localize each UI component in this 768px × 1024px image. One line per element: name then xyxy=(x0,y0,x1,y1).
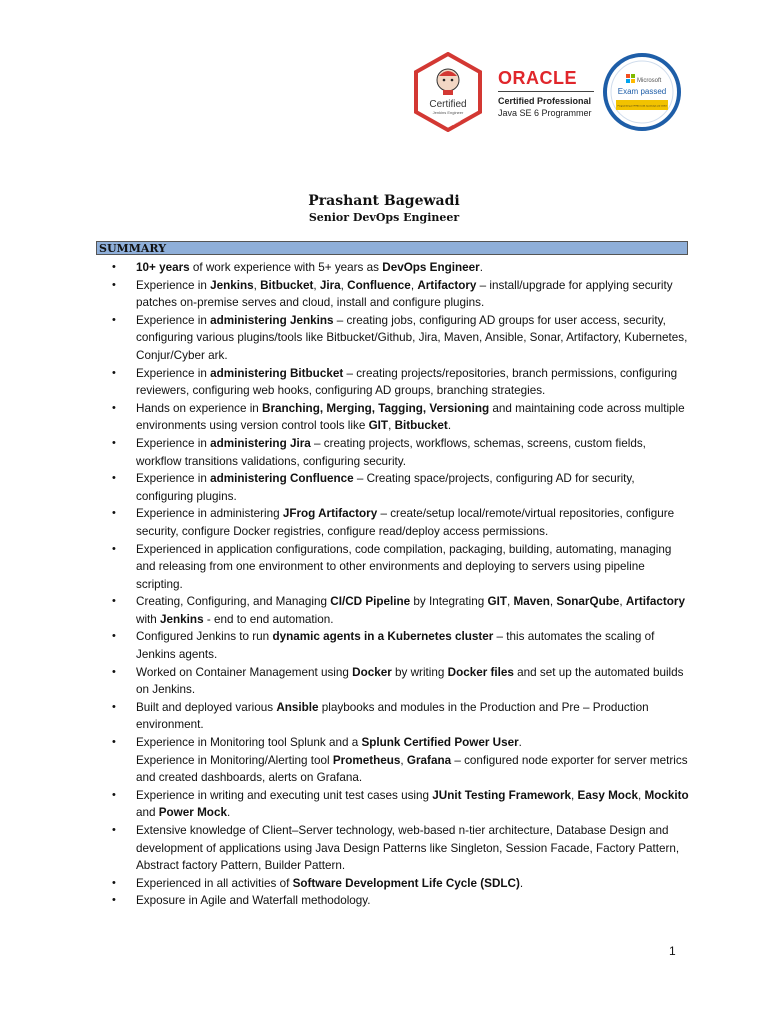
summary-text: Worked on Container Management using xyxy=(136,665,353,679)
summary-list xyxy=(108,259,693,910)
summary-bold-text: CI/CD Pipeline xyxy=(330,595,411,609)
summary-bold-text: Maven xyxy=(513,595,550,609)
summary-bold-text: administering Bitbucket xyxy=(210,366,344,380)
summary-text: Extensive knowledge of Client–Server technology, web-based n-tier architecture, Database Design and development of applications using Java Design Patterns like Singleton, Session Facade, Factory Pattern, Abstract factory Pattern, Builder Pattern. xyxy=(136,824,680,873)
microsoft-exam-status: Exam passed xyxy=(617,87,667,96)
summary-text: Experience in Monitoring tool Splunk and a xyxy=(136,736,362,750)
summary-bold-text: Prometheus xyxy=(332,753,401,767)
summary-item xyxy=(108,787,693,822)
summary-bold-text: administering Jira xyxy=(210,436,311,450)
candidate-title: Senior DevOps Engineer xyxy=(308,211,460,224)
summary-text: , xyxy=(637,788,645,802)
summary-text: – Creating space/projects, configuring AD for security, configuring plugins. xyxy=(136,472,635,503)
summary-bold-text: Artifactory xyxy=(625,595,685,609)
summary-text: Experience in xyxy=(136,278,211,292)
summary-text: . xyxy=(226,806,231,820)
summary-text: – creating jobs, configuring AD groups for user access, security, configuring various plugins/tools like Bitbucket/Github, Jira, Maven, Ansible, Sonar, Artifactory, Kubernetes, Conjur/Cyber ark. xyxy=(136,313,688,362)
summary-text: . xyxy=(447,419,452,433)
summary-text: Experience in Monitoring/Alerting tool xyxy=(136,753,333,767)
page-number: 1 xyxy=(669,944,676,958)
summary-item xyxy=(108,734,693,752)
summary-bold-text: administering Jenkins xyxy=(210,313,334,327)
summary-text: , xyxy=(549,595,557,609)
summary-text: – creating projects, workflows, schemas, screens, custom fields, workflow transitions validations, configuring security. xyxy=(136,436,646,468)
summary-text: , xyxy=(506,595,514,609)
summary-bold-text: DevOps Engineer xyxy=(382,261,480,274)
summary-heading: SUMMARY xyxy=(96,241,688,255)
summary-bold-text: Docker xyxy=(352,665,392,679)
summary-text: playbooks and modules in the Production and Pre – Production environment. xyxy=(136,700,649,732)
summary-text: Exposure in Agile and Waterfall methodology. xyxy=(136,894,371,908)
summary-text: Experience in administering xyxy=(136,507,283,521)
summary-text: Hands on experience in xyxy=(136,401,263,415)
summary-bold-text: Jenkins xyxy=(160,612,204,626)
oracle-certified-badge xyxy=(498,68,608,128)
jenkins-badge-label: Certified xyxy=(429,99,467,110)
summary-text: . xyxy=(519,876,524,890)
summary-item xyxy=(108,822,693,875)
summary-text: , xyxy=(313,278,320,292)
summary-item xyxy=(108,259,693,277)
microsoft-exam-badge xyxy=(602,52,682,132)
summary-bold-text: Branching, Merging, Tagging, Versioning xyxy=(262,401,490,415)
summary-text: Experience in xyxy=(136,436,211,450)
summary-text: Experienced in all activities of xyxy=(136,876,293,890)
summary-text: Configured Jenkins to run xyxy=(136,630,273,644)
oracle-cert-label: Certified Professional xyxy=(498,96,592,106)
summary-bold-text: administering Confluence xyxy=(210,472,354,486)
summary-text: and maintaining code across multiple environments using version control tools like xyxy=(136,401,685,433)
summary-item xyxy=(108,699,693,734)
summary-text: Creating, Configuring, and Managing xyxy=(136,595,331,609)
summary-bold-text: Bitbucket xyxy=(394,419,448,433)
summary-bold-text: Confluence xyxy=(347,278,411,292)
summary-bold-text: GIT xyxy=(487,595,507,609)
summary-bold-text: Jira xyxy=(319,278,341,292)
candidate-name: Prashant Bagewadi xyxy=(308,193,460,209)
summary-text: with xyxy=(136,612,161,626)
summary-bold-text: Mockito xyxy=(644,788,689,802)
summary-item xyxy=(108,593,693,628)
summary-text: – create/setup local/remote/virtual repositories, configure security, configure Docker registries, configure read/deploy access permissions. xyxy=(136,507,675,538)
summary-text: Built and deployed various xyxy=(136,700,277,714)
summary-text: Experience in xyxy=(136,313,211,327)
summary-item xyxy=(108,365,693,400)
jenkins-badge-year: 2021 xyxy=(451,117,462,127)
certification-badges xyxy=(412,48,682,134)
oracle-program-label: Java SE 6 Programmer xyxy=(498,108,592,118)
summary-bold-text: Ansible xyxy=(276,700,319,714)
summary-bold-text: 10+ years xyxy=(136,261,190,274)
summary-item xyxy=(108,664,693,699)
jenkins-certified-badge xyxy=(412,52,484,132)
summary-item xyxy=(108,505,693,540)
summary-item xyxy=(108,400,693,435)
summary-text: and xyxy=(136,806,159,820)
summary-text: by writing xyxy=(391,665,448,679)
microsoft-brand: Microsoft xyxy=(637,78,662,84)
summary-item xyxy=(108,875,693,893)
summary-bold-text: JUnit Testing Framework xyxy=(432,788,572,802)
summary-item xyxy=(108,277,693,312)
summary-text: - end to end automation. xyxy=(203,612,334,626)
summary-item xyxy=(108,435,693,470)
summary-bold-text: Power Mock xyxy=(158,806,227,820)
summary-bold-text: Software Development Life Cycle (SDLC) xyxy=(292,876,520,890)
oracle-logo: ORACLE xyxy=(498,68,577,88)
summary-text: Experience in writing and executing unit test cases using xyxy=(136,788,433,802)
summary-text: . xyxy=(518,736,522,750)
summary-bold-text: Grafana xyxy=(406,753,452,767)
summary-item xyxy=(108,628,693,663)
summary-text: – install/upgrade for applying security patches on-premise serves and cloud, install and configure plugins. xyxy=(136,278,673,310)
summary-item xyxy=(108,312,693,365)
summary-text: , xyxy=(410,278,418,292)
summary-text: of work experience with 5+ years as xyxy=(189,261,383,274)
summary-text: – this automates the scaling of Jenkins agents. xyxy=(136,630,655,662)
summary-text: by Integrating xyxy=(410,595,488,609)
summary-text: – creating projects/repositories, branch permissions, configuring reviewers, configuring web hooks, configuring AD groups, branching strategies. xyxy=(136,366,678,398)
summary-item xyxy=(108,470,693,505)
microsoft-exam-detail: Programming in HTML5 with JavaScript and CSS3 xyxy=(617,105,667,108)
summary-item xyxy=(108,892,693,910)
summary-bold-text: Splunk Certified Power User xyxy=(361,736,519,750)
summary-bold-text: SonarQube xyxy=(556,595,620,609)
summary-bold-text: dynamic agents in a Kubernetes cluster xyxy=(272,630,494,644)
summary-text: , xyxy=(388,419,395,433)
summary-text: . xyxy=(479,261,483,274)
summary-bold-text: Easy Mock xyxy=(577,788,638,802)
jenkins-badge-sub: Jenkins Engineer xyxy=(432,110,464,115)
summary-bold-text: JFrog Artifactory xyxy=(282,507,378,521)
summary-text: , xyxy=(253,278,261,292)
summary-bold-text: Artifactory xyxy=(417,278,477,292)
summary-bold-text: GIT xyxy=(368,419,389,433)
summary-text: and set up the automated builds on Jenkins. xyxy=(136,665,684,697)
summary-text: , xyxy=(619,595,626,609)
oracle-divider xyxy=(498,91,594,92)
summary-text: Experience in xyxy=(136,366,211,380)
summary-text: , xyxy=(340,278,348,292)
summary-text: Experience in xyxy=(136,472,211,486)
summary-text: – configured node exporter for server metrics and created dashboards, alerts on Grafana. xyxy=(136,753,688,785)
summary-bold-text: Bitbucket xyxy=(260,278,314,292)
summary-text: , xyxy=(571,788,578,802)
summary-bold-text: Jenkins xyxy=(210,278,254,292)
summary-text: , xyxy=(400,753,407,767)
summary-item xyxy=(108,541,693,594)
summary-bold-text: Docker files xyxy=(447,665,514,679)
summary-item xyxy=(108,752,693,787)
summary-text: Experienced in application configurations, code compilation, packaging, building, automating, managing and releasing from one environment to other environments and deploying to servers using pipeline scripting. xyxy=(136,542,672,591)
